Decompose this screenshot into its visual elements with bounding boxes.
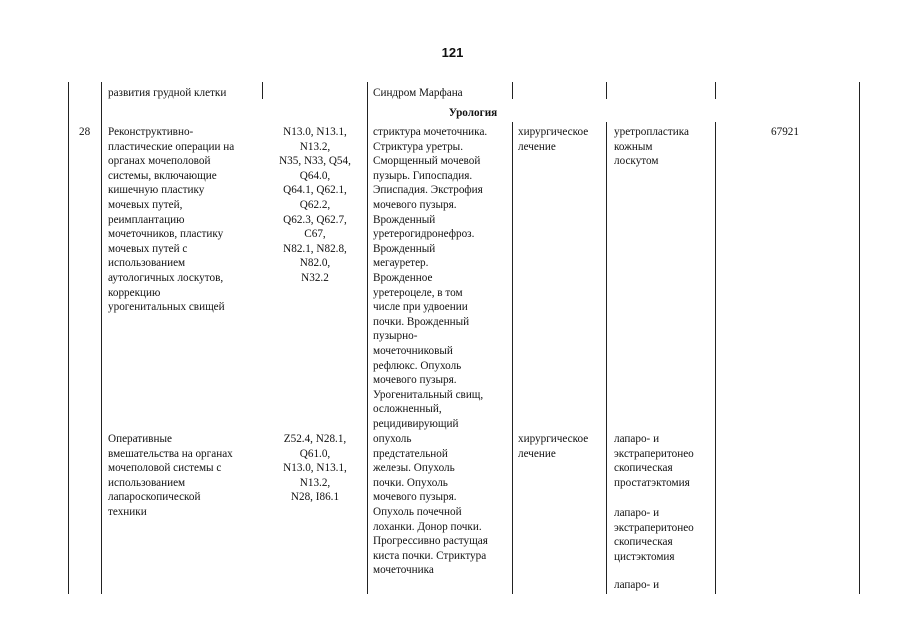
column-divider-5	[606, 82, 607, 99]
method-a-name: Реконструктивно- пластические операции на органах мочеполовой системы, включающие кишечную пластику мочевых путей, реимплантацию мочеточников, пластику мочевых путей с использованием аутологичных лоскутов, коррекцию урогенитальных свищей	[108, 126, 235, 314]
method-b-diagnosis: опухоль предстательной железы. Опухоль почки. Опухоль мочевого пузыря. Опухоль почечной лоханки. Донор почки. Прогрессивно растущая киста почки. Стриктура мочеточника	[373, 433, 488, 577]
column-divider-1	[101, 82, 102, 594]
section-header: Урология	[448, 107, 498, 119]
method-a-codes: N13.0, N13.1, N13.2, N35, N33, Q54, Q64.0, Q64.1, Q62.1, Q62.2, Q62.3, Q62.7, C67, N82.1, N82.8, N82.0, N32.2	[279, 126, 351, 284]
table-border-left	[68, 82, 69, 594]
method-a-treatment-type: хирургическое лечение	[518, 126, 589, 153]
column-divider-6	[715, 82, 716, 99]
method-b-method-1: лапаро- и экстраперитонео скопическая простатэктомия	[614, 433, 694, 489]
method-b-treatment-type: хирургическое лечение	[518, 433, 589, 460]
method-b-method-2: лапаро- и экстраперитонео скопическая цистэктомия	[614, 507, 694, 563]
column-divider-4-lower	[512, 122, 513, 594]
method-a-method: уретропластика кожным лоскутом	[614, 126, 689, 168]
table-border-right	[859, 82, 860, 594]
method-a-diagnosis: стриктура мочеточника. Стриктура уретры. Сморщенный мочевой пузырь. Гипоспадия. Эписпадия. Экстрофия мочевого пузыря. Врожденный уретерогидронефроз. Врожденный мегауретер. Врожденное уретероцеле, в том числе при удвоении почки. Врожденный пузырно- мочеточниковый рефлюкс. Опухоль мочевого пузыря. Урогенитальный свищ, осложненный, рецидивирующий	[373, 126, 488, 430]
column-divider-5-lower	[606, 122, 607, 594]
prev-row-diagnosis: Синдром Марфана	[373, 87, 463, 99]
row-number: 28	[79, 126, 91, 138]
column-divider-4	[512, 82, 513, 99]
method-a-cost: 67921	[771, 126, 799, 138]
method-b-codes: Z52.4, N28.1, Q61.0, N13.0, N13.1, N13.2, N28, I86.1	[283, 433, 347, 504]
column-divider-2	[262, 82, 263, 99]
prev-row-name: развития грудной клетки	[108, 87, 227, 99]
method-b-method-3: лапаро- и	[614, 579, 660, 591]
method-b-name: Оперативные вмешательства на органах мочеполовой системы с использованием лапароскопической техники	[108, 433, 233, 518]
column-divider-6-lower	[715, 122, 716, 594]
column-divider-3	[367, 82, 368, 594]
page-number: 121	[441, 45, 464, 60]
